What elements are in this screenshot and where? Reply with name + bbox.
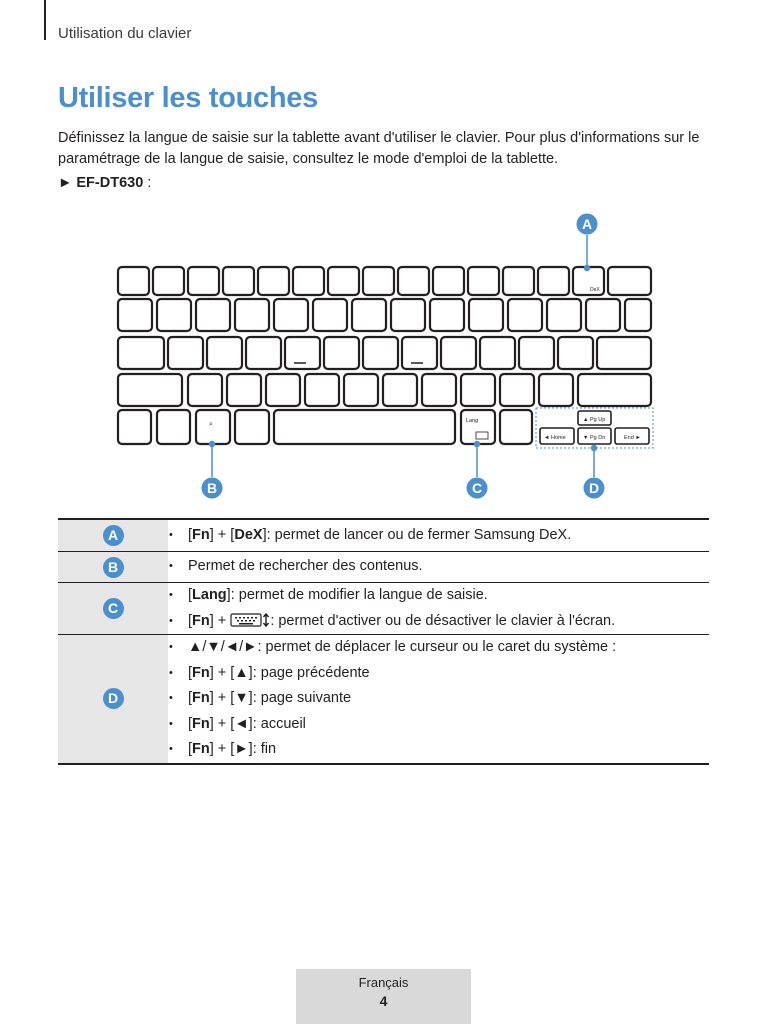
callout-a-dot <box>585 266 590 271</box>
legend-badge-a: A <box>103 525 124 546</box>
dex-key-label: DeX <box>590 287 600 293</box>
key-r1-11 <box>547 299 581 331</box>
key-r0-5 <box>293 267 324 295</box>
key-r3-5 <box>344 374 378 406</box>
key-r1-5 <box>313 299 347 331</box>
page-footer <box>296 969 471 1024</box>
keyboard-diagram <box>0 205 768 505</box>
legend-row-b <box>58 552 709 583</box>
callout-c-dot <box>475 442 480 447</box>
section-header: Utilisation du clavier <box>58 25 192 42</box>
key-r0-9 <box>433 267 464 295</box>
key-r0-8 <box>398 267 429 295</box>
key-r2-8 <box>441 337 476 369</box>
key-r0-3 <box>223 267 254 295</box>
key-r2-11 <box>558 337 593 369</box>
key-r2-0 <box>118 337 164 369</box>
key-r2-12 <box>597 337 651 369</box>
intro-paragraph: Définissez la langue de saisie sur la tablette avant d'utiliser le clavier. Pour plus d'informations sur le paramétrage de la langue de saisie, consultez le mode d'emploi de la tablette. <box>58 130 700 167</box>
callout-d-dot <box>592 446 597 451</box>
bullet-arrow-icon: ► <box>58 175 73 191</box>
key-r1-9 <box>469 299 503 331</box>
key-r0-6 <box>328 267 359 295</box>
legend-d-item-2: • [Fn] + [▲]: page précédente <box>168 661 709 687</box>
legend-badge-c: C <box>103 598 124 619</box>
callout-a-letter: A <box>581 216 593 232</box>
callout-c-letter: C <box>471 480 483 496</box>
key-r3-3 <box>266 374 300 406</box>
callout-d-letter: D <box>588 480 600 496</box>
key-r2-7 <box>402 337 437 369</box>
legend-d-item-4: • [Fn] + [◄]: accueil <box>168 712 709 738</box>
legend-d-item-1: • ▲/▼/◄/►: permet de déplacer le curseur ou le caret du système : <box>168 635 709 661</box>
key-r0-10 <box>468 267 499 295</box>
key-r4-0 <box>118 410 151 444</box>
key-r0-4 <box>258 267 289 295</box>
key-r1-4 <box>274 299 308 331</box>
key-r1-8 <box>430 299 464 331</box>
key-r1-13 <box>625 299 651 331</box>
key-r4-1 <box>157 410 190 444</box>
key-r4-4 <box>274 410 455 444</box>
lang-key-label: Lang <box>466 418 479 424</box>
page-title: Utiliser les touches <box>58 82 318 114</box>
keyboard-keys <box>118 267 651 444</box>
key-r2-6 <box>363 337 398 369</box>
key-r2-2 <box>207 337 242 369</box>
legend-row-d <box>58 635 709 764</box>
key-r2-10 <box>519 337 554 369</box>
legend-a-item: • [Fn] + [DeX]: permet de lancer ou de fermer Samsung DeX. <box>168 523 709 549</box>
key-r4-3 <box>235 410 269 444</box>
key-r4-2 <box>196 410 230 444</box>
legend-d-item-3: • [Fn] + [▼]: page suivante <box>168 686 709 712</box>
legend-b-item: • Permet de rechercher des contenus. <box>168 554 709 580</box>
model-name: EF-DT630 <box>76 175 144 191</box>
key-r3-2 <box>227 374 261 406</box>
key-r2-5 <box>324 337 359 369</box>
key-r4-6 <box>500 410 532 444</box>
key-r0-14 <box>608 267 651 295</box>
legend-row-a <box>58 519 709 552</box>
keyboard-toggle-icon <box>230 612 270 628</box>
legend-row-c <box>58 583 709 635</box>
search-key-icon: ⌕ <box>209 421 213 428</box>
key-r2-3 <box>246 337 281 369</box>
key-r3-11 <box>578 374 651 406</box>
key-legend-table <box>58 518 709 765</box>
legend-badge-d: D <box>103 688 124 709</box>
legend-c-item-2: • [Fn] + : permet d'activer ou de désactiver le clavier à l'écran. <box>168 609 709 635</box>
key-r0-11 <box>503 267 534 295</box>
key-r3-1 <box>188 374 222 406</box>
key-r1-10 <box>508 299 542 331</box>
key-r1-6 <box>352 299 386 331</box>
key-r1-0 <box>118 299 152 331</box>
key-r1-1 <box>157 299 191 331</box>
key-r2-9 <box>480 337 515 369</box>
legend-c-item-1: • [Lang]: permet de modifier la langue de saisie. <box>168 583 709 609</box>
key-r0-1 <box>153 267 184 295</box>
model-line: ► EF-DT630 : <box>58 175 152 191</box>
key-r1-2 <box>196 299 230 331</box>
key-r3-9 <box>500 374 534 406</box>
key-r1-7 <box>391 299 425 331</box>
page-number: 4 <box>379 993 388 1009</box>
key-r0-0 <box>118 267 149 295</box>
key-r3-7 <box>422 374 456 406</box>
page-edge-rule <box>44 0 46 40</box>
legend-badge-b: B <box>103 557 124 578</box>
key-r0-12 <box>538 267 569 295</box>
key-r1-3 <box>235 299 269 331</box>
end-label: End ► <box>624 435 641 441</box>
legend-d-item-5: • [Fn] + [►]: fin <box>168 737 709 763</box>
key-r0-7 <box>363 267 394 295</box>
key-r3-8 <box>461 374 495 406</box>
callout-b-letter: B <box>206 480 218 496</box>
home-label: ◄ Home <box>544 435 566 441</box>
key-r3-4 <box>305 374 339 406</box>
key-r2-1 <box>168 337 203 369</box>
key-r3-0 <box>118 374 182 406</box>
key-r3-6 <box>383 374 417 406</box>
key-r2-4 <box>285 337 320 369</box>
pgup-label: ▲ Pg Up <box>583 417 606 423</box>
key-r0-2 <box>188 267 219 295</box>
callout-b-dot <box>210 442 215 447</box>
footer-language: Français <box>358 975 409 990</box>
pgdn-label: ▼ Pg Dn <box>583 435 606 441</box>
key-r3-10 <box>539 374 573 406</box>
key-r1-12 <box>586 299 620 331</box>
